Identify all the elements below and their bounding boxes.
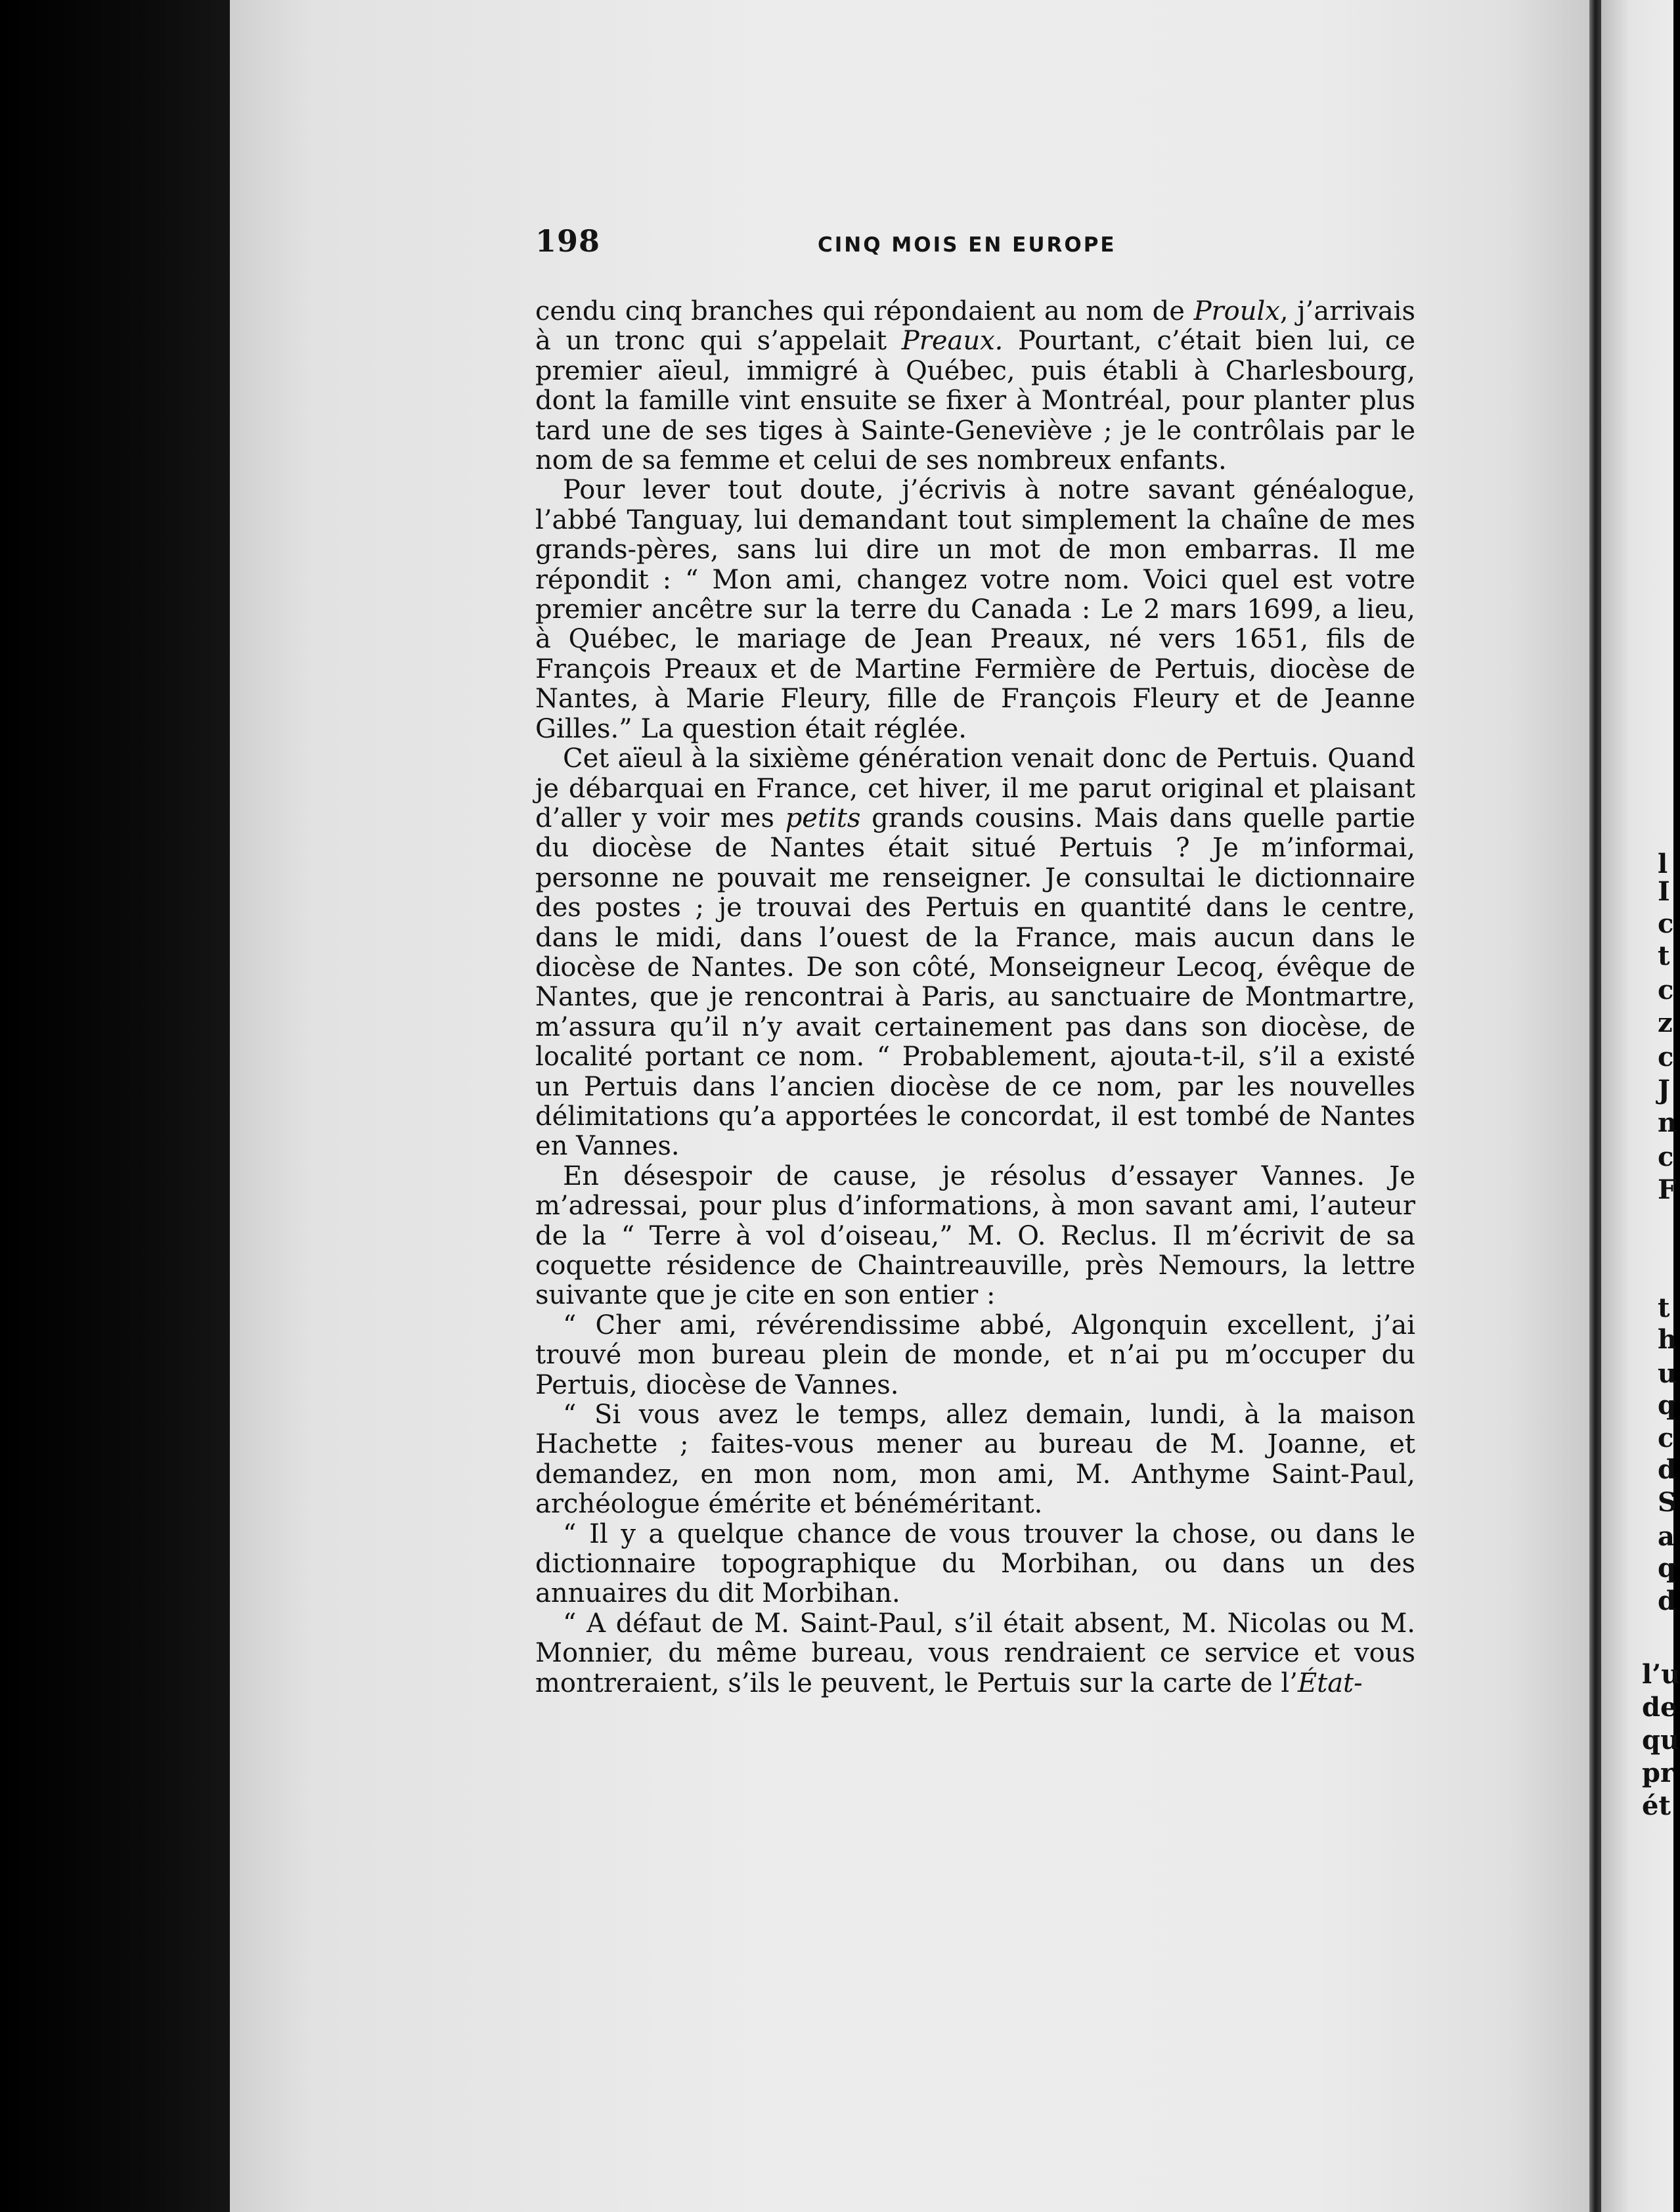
facing-page-fragment: q — [1658, 1390, 1676, 1421]
paragraph — [535, 1400, 1415, 1520]
facing-page-fragment: a — [1658, 1521, 1675, 1552]
facing-page-fragment: J — [1658, 1074, 1670, 1105]
facing-page-fragment: de — [1642, 1692, 1677, 1723]
text-run: Pourtant, c’était bien lui, ce premier aïeul, immigré à Québec, puis établi à Charlesbourg, dont la famille vint ensuite se fixer à Montréal, pour planter plus tard une de ses tiges à Sainte-Geneviève ; je le contrôlais par le nom de sa femme et celui de ses nombreux enfants. — [535, 326, 1416, 476]
paragraph — [535, 1520, 1415, 1609]
running-header — [535, 223, 1415, 259]
italic-text: petits — [785, 803, 861, 833]
text-run: , j’arrivais à un tronc qui s’appelait — [535, 296, 1416, 357]
facing-page-fragment: t — [1658, 940, 1670, 971]
facing-page-fragment: u — [1658, 1358, 1677, 1389]
book-gutter — [1589, 0, 1601, 2212]
italic-text: État- — [1297, 1668, 1363, 1698]
paragraph — [535, 1311, 1415, 1400]
text-run: “ A défaut de M. Saint-Paul, s’il était absent, M. Nicolas ou M. Monnier, du même bureau, vous rendraient ce service et vous montreraient, s’ils le peuvent, le Pertuis sur la carte de l’ — [535, 1608, 1415, 1698]
facing-page-fragment: I — [1658, 876, 1670, 907]
text-run: En désespoir de cause, je résolus d’essayer Vannes. Je m’adressai, pour plus d’informations, à mon savant ami, l’auteur de la “ Terre à vol d’oiseau,” M. O. Reclus. Il m’écrivit de sa coquette résidence de Chaintreauville, près Nemours, la lettre suivante que je cite en son entier : — [535, 1161, 1415, 1311]
text-run: “ Cher ami, révérendissime abbé, Algonquin excellent, j’ai trouvé mon bureau plein de monde, et n’ai pu m’occuper du Pertuis, diocèse de Vannes. — [535, 1310, 1415, 1400]
facing-page-fragment: S — [1658, 1487, 1677, 1518]
running-title: CINQ MOIS EN EUROPE — [818, 233, 1116, 257]
facing-page-fragment: l — [1658, 849, 1668, 879]
facing-page-fragment: d — [1658, 1454, 1676, 1485]
facing-page-fragment: c — [1658, 1141, 1674, 1172]
text-run: Cet aïeul à la sixième génération venait donc de Pertuis. Quand je débarquai en France, cet hiver, il me parut original et plaisant d’aller y voir mes — [535, 743, 1415, 833]
text-run: cendu cinq branches qui répondaient au nom de — [535, 296, 1194, 326]
facing-page-fragment: q — [1658, 1553, 1676, 1583]
text-run: Pour lever tout doute, j’écrivis à notre savant généalogue, l’abbé Tanguay, lui demandant tout simplement la chaîne de mes grands-pères, sans lui dire un mot de mon embarras. Il me répondit : “ Mon ami, changez votre nom. Voici quel est votre premier ancêtre sur la terre du Canada : Le 2 mars 1699, a lieu, à Québec, le mariage de Jean Preaux, né vers 1651, fils de François Preaux et de Martine Fermière de Pertuis, diocèse de Nantes, à Marie Fleury, fille de François Fleury et de Jeanne Gilles.” La question était réglée. — [535, 475, 1415, 744]
page-number: 198 — [535, 223, 601, 259]
paragraph — [535, 297, 1415, 476]
facing-page-fragment: c — [1658, 1423, 1674, 1453]
paragraph — [535, 1609, 1415, 1698]
facing-page-fragment: F — [1658, 1174, 1677, 1205]
facing-page-fragment: h — [1658, 1324, 1677, 1355]
paragraph — [535, 744, 1415, 1162]
text-run: “ Si vous avez le temps, allez demain, lundi, à la maison Hachette ; faites-vous mener au bureau de M. Joanne, et demandez, en mon nom, mon ami, M. Anthyme Saint-Paul, archéologue émérite et bénéméritant. — [535, 1400, 1415, 1520]
italic-text: Preaux. — [901, 326, 1004, 357]
facing-page-fragment: z — [1658, 1007, 1673, 1038]
paragraph — [535, 476, 1415, 744]
facing-page-fragment: c — [1658, 1042, 1674, 1073]
facing-page-fragment: n — [1658, 1107, 1677, 1138]
facing-page-fragment: qu — [1642, 1725, 1680, 1756]
paragraph — [535, 1162, 1415, 1311]
facing-page-fragment: l’u — [1642, 1659, 1680, 1690]
body-text — [535, 297, 1415, 1698]
facing-page-fragment: d — [1658, 1585, 1676, 1616]
italic-text: Proulx — [1193, 296, 1280, 326]
facing-page-fragment: t — [1658, 1293, 1670, 1323]
facing-page-fragment: c — [1658, 908, 1674, 939]
facing-page-edge — [1601, 0, 1680, 2212]
text-run: “ Il y a quelque chance de vous trouver la chose, ou dans le dictionnaire topographique du Morbihan, ou dans un des annuaires du dit Morbihan. — [535, 1518, 1415, 1609]
facing-page-fragment: pr — [1642, 1758, 1675, 1788]
scan-border — [0, 0, 230, 2212]
facing-page-fragment: ét — [1642, 1790, 1671, 1821]
text-run: grands cousins. Mais dans quelle partie du diocèse de Nantes était situé Pertuis ? Je m’informai, personne ne pouvait me renseigner. Je consultai le dictionnaire des postes ; je trouvai des Pertuis en quantité dans le centre, dans le midi, dans l’ouest de la France, mais aucun dans le diocèse de Nantes. De son côté, Monseigneur Lecoq, évêque de Nantes, que je rencontrai à Paris, au sanctuaire de Montmartre, m’assura qu’il n’y avait certainement pas dans son diocèse, de localité portant ce nom. “ Probablement, ajouta-t-il, s’il a existé un Pertuis dans l’ancien diocèse de ce nom, par les nouvelles délimitations qu’a apportées le concordat, il est tombé de Nantes en Vannes. — [535, 803, 1416, 1162]
facing-page-fragment: c — [1658, 975, 1674, 1006]
